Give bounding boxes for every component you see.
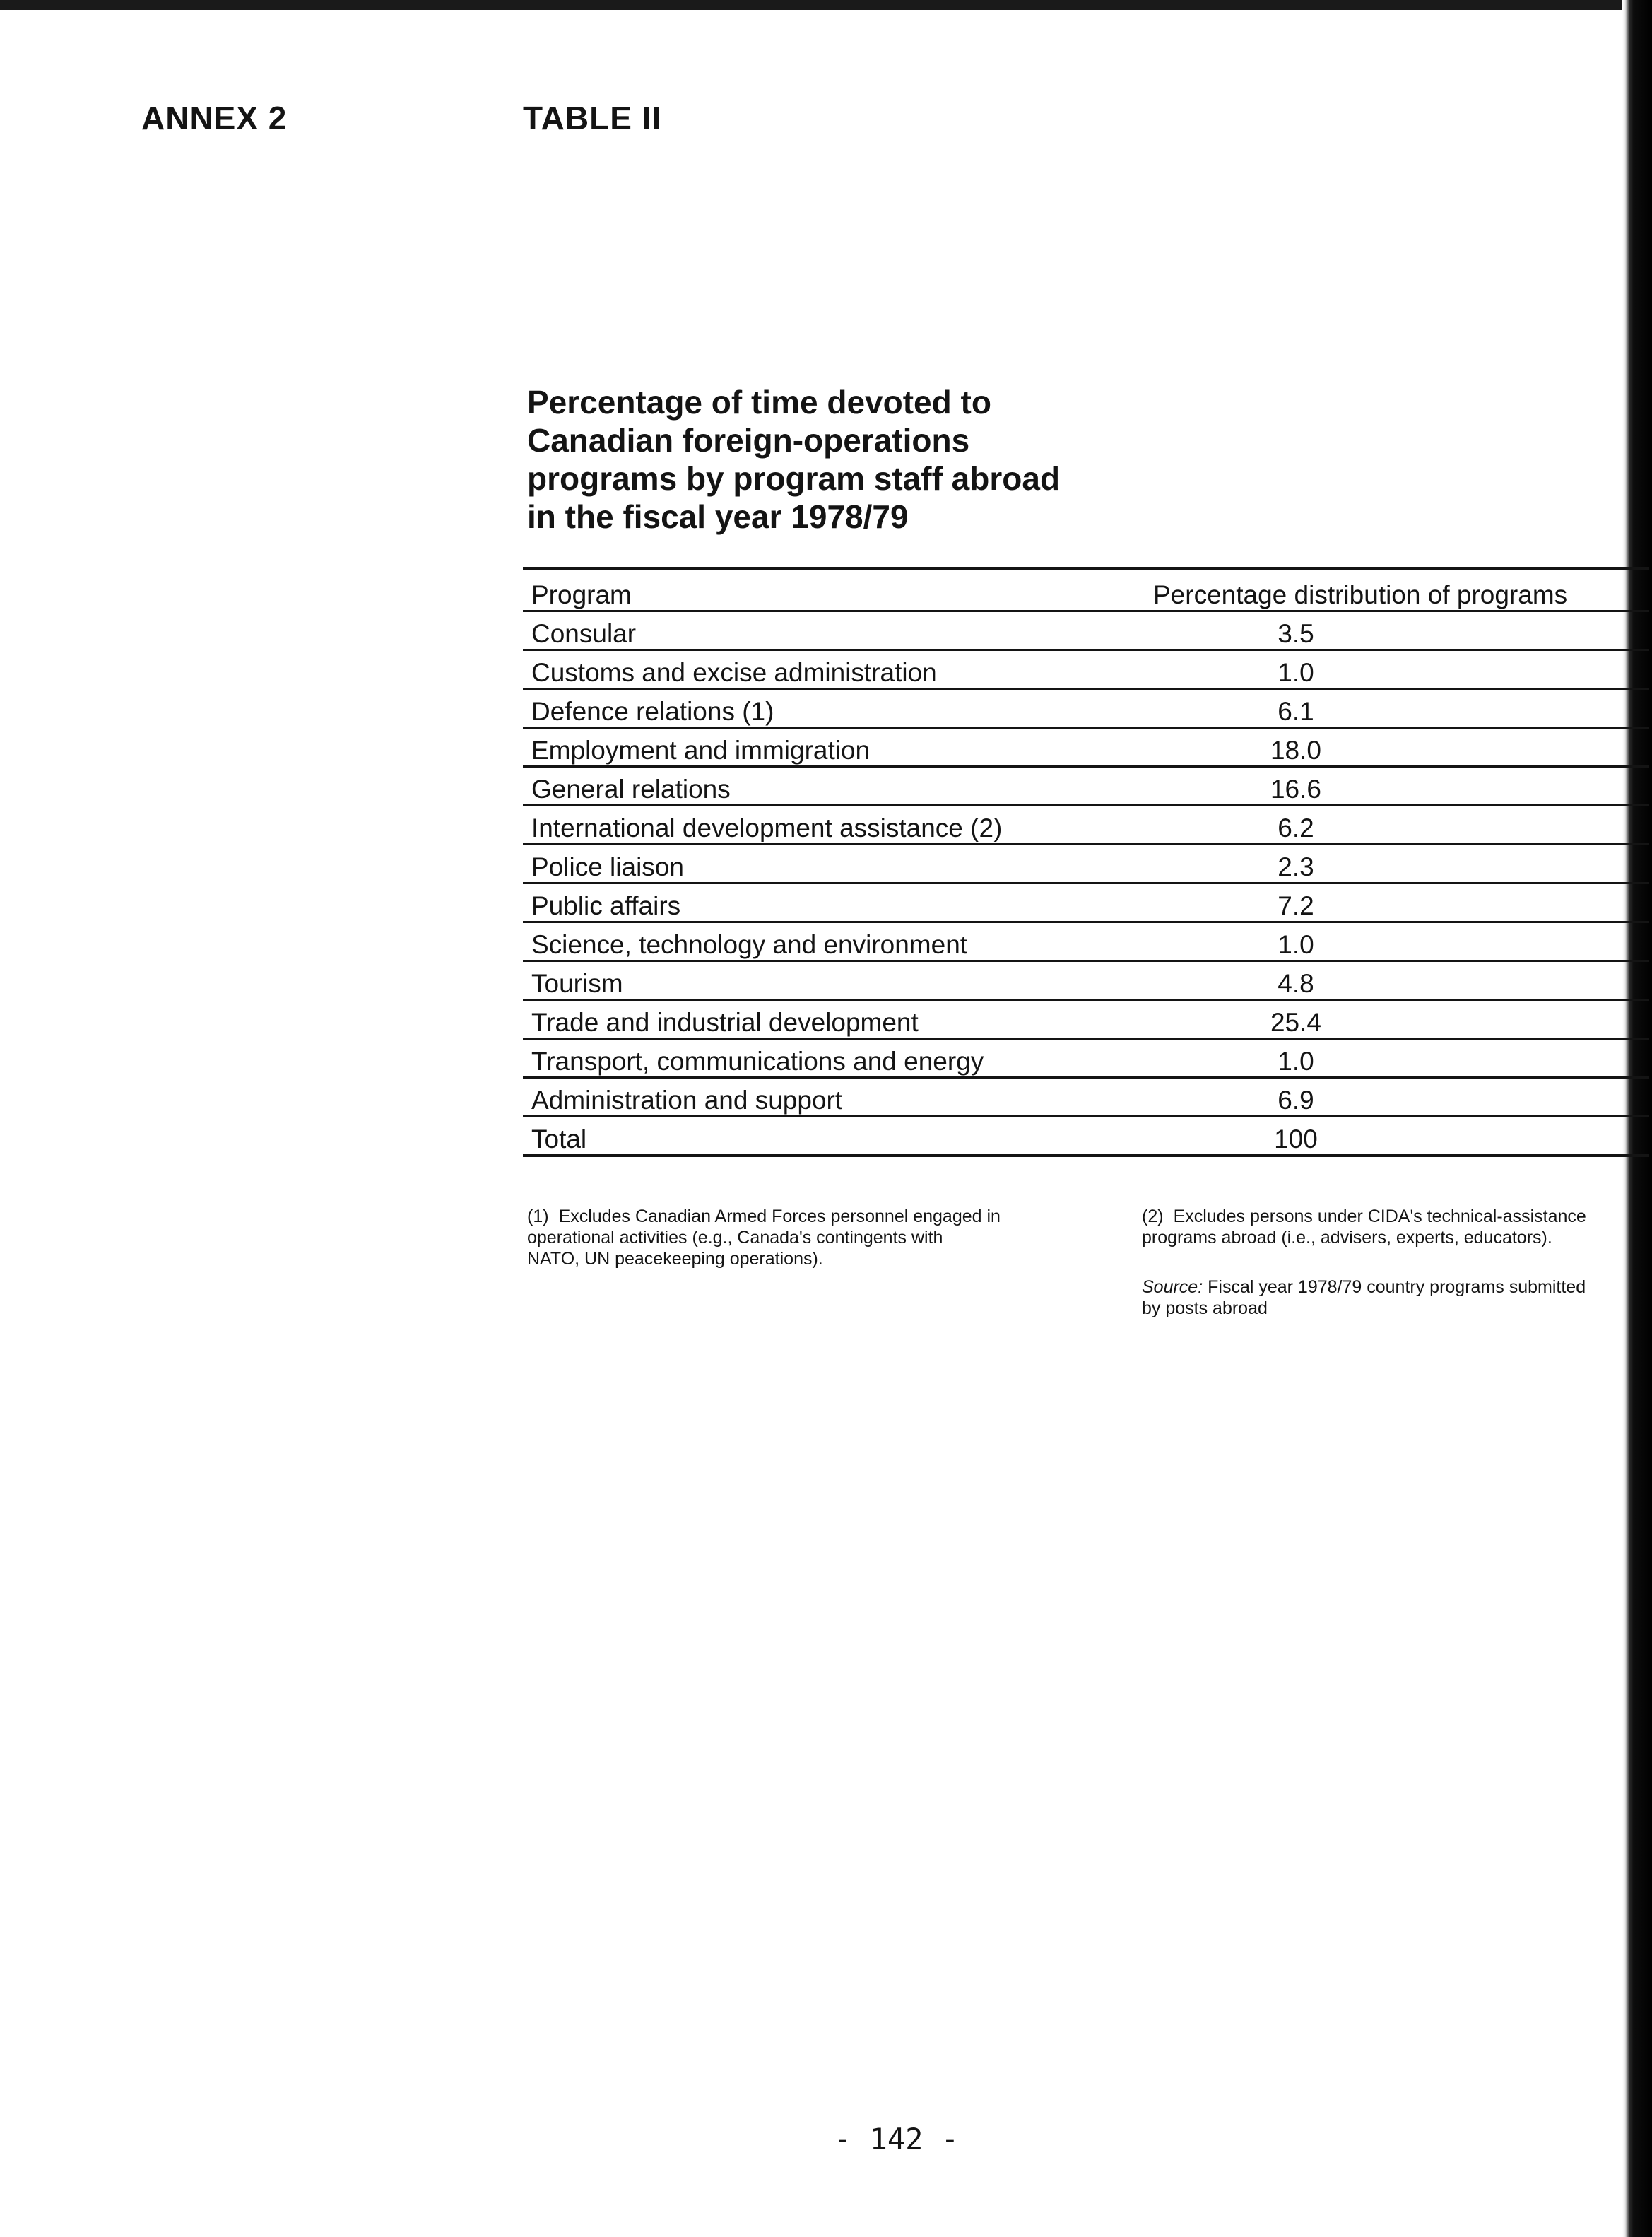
- percentage-cell: [1153, 689, 1649, 728]
- table-row: [523, 806, 1649, 845]
- percentage-value: 16.6: [1270, 775, 1321, 804]
- percentage-cell: [1153, 611, 1649, 650]
- footnote-1-line: Excludes Canadian Armed Forces personnel engaged in: [558, 1206, 1001, 1226]
- table-title-line: in the fiscal year 1978/79: [527, 498, 909, 535]
- program-name: Employment and immigration: [523, 728, 1153, 767]
- total-value: 100: [1274, 1125, 1318, 1153]
- table-title-line: programs by program staff abroad: [527, 460, 1061, 497]
- total-label: Total: [523, 1117, 1153, 1156]
- table-row: [523, 728, 1649, 767]
- source-line: Fiscal year 1978/79 country programs submitted: [1208, 1277, 1586, 1297]
- footnote-2-line: Excludes persons under CIDA's technical-assistance: [1173, 1206, 1586, 1226]
- percentage-cell: [1153, 961, 1649, 1000]
- table-row: [523, 611, 1649, 650]
- percentage-cell: [1153, 806, 1649, 845]
- program-name: Consular: [523, 611, 1153, 650]
- table-row: [523, 650, 1649, 689]
- program-name: Tourism: [523, 961, 1153, 1000]
- source-label: Source:: [1142, 1277, 1203, 1297]
- annex-label: ANNEX 2: [141, 100, 288, 136]
- table-total-row: [523, 1117, 1649, 1156]
- footnote-1-line: NATO, UN peacekeeping operations).: [527, 1249, 823, 1269]
- footnote-1-marker: (1): [527, 1206, 549, 1226]
- percentage-cell: [1153, 767, 1649, 806]
- percentage-cell: [1153, 922, 1649, 961]
- program-name: Defence relations (1): [523, 689, 1153, 728]
- percentage-value: 1.0: [1278, 1047, 1314, 1076]
- table-row: [523, 1000, 1649, 1039]
- percentage-value: 1.0: [1278, 930, 1314, 959]
- percentage-value: 1.0: [1278, 658, 1314, 687]
- source-line: by posts abroad: [1142, 1298, 1268, 1318]
- percentage-cell: [1153, 845, 1649, 883]
- table-header-row: [523, 569, 1649, 611]
- program-name: International development assistance (2): [523, 806, 1153, 845]
- program-name: General relations: [523, 767, 1153, 806]
- table-title-line: Percentage of time devoted to: [527, 384, 991, 421]
- total-value-cell: [1153, 1117, 1649, 1156]
- program-name: Administration and support: [523, 1078, 1153, 1117]
- table-row: [523, 767, 1649, 806]
- table-label: TABLE II: [523, 100, 662, 136]
- percentage-value: 6.2: [1278, 814, 1314, 842]
- table-title-line: Canadian foreign-operations: [527, 422, 970, 459]
- percentage-value: 6.9: [1278, 1086, 1314, 1115]
- table-row: [523, 689, 1649, 728]
- percentage-cell: [1153, 883, 1649, 922]
- program-name: Police liaison: [523, 845, 1153, 883]
- program-name: Customs and excise administration: [523, 650, 1153, 689]
- program-name: Science, technology and environment: [523, 922, 1153, 961]
- program-distribution-table: [523, 567, 1649, 1157]
- program-name: Trade and industrial development: [523, 1000, 1153, 1039]
- column-header-percentage-text: Percentage distribution of programs: [1153, 580, 1568, 609]
- footnote-2: [1142, 1206, 1629, 1248]
- percentage-cell: [1153, 1078, 1649, 1117]
- table-row: [523, 1078, 1649, 1117]
- program-name: Transport, communications and energy: [523, 1039, 1153, 1078]
- scan-top-edge: [0, 0, 1652, 10]
- footnote-1-line: operational activities (e.g., Canada's contingents with: [527, 1228, 943, 1247]
- percentage-value: 2.3: [1278, 852, 1314, 881]
- column-header-program: Program: [523, 569, 1153, 611]
- table-title: [527, 383, 1205, 536]
- footnote-2-marker: (2): [1142, 1206, 1164, 1226]
- percentage-cell: [1153, 1000, 1649, 1039]
- source-note: [1142, 1276, 1629, 1319]
- column-header-percentage: [1153, 569, 1649, 611]
- percentage-cell: [1153, 728, 1649, 767]
- table-body: [523, 611, 1649, 1156]
- percentage-value: 18.0: [1270, 736, 1321, 765]
- percentage-value: 4.8: [1278, 969, 1314, 998]
- table-row: [523, 961, 1649, 1000]
- percentage-value: 25.4: [1270, 1008, 1321, 1037]
- program-name: Public affairs: [523, 883, 1153, 922]
- footnote-2-line: programs abroad (i.e., advisers, experts, educators).: [1142, 1228, 1552, 1247]
- percentage-cell: [1153, 650, 1649, 689]
- percentage-cell: [1153, 1039, 1649, 1078]
- percentage-value: 7.2: [1278, 891, 1314, 920]
- percentage-value: 3.5: [1278, 619, 1314, 648]
- table-row: [523, 845, 1649, 883]
- table-row: [523, 1039, 1649, 1078]
- footnote-1: [527, 1206, 1107, 1269]
- percentage-value: 6.1: [1278, 697, 1314, 726]
- table-row: [523, 883, 1649, 922]
- page-number: - 142 -: [834, 2122, 960, 2156]
- table-row: [523, 922, 1649, 961]
